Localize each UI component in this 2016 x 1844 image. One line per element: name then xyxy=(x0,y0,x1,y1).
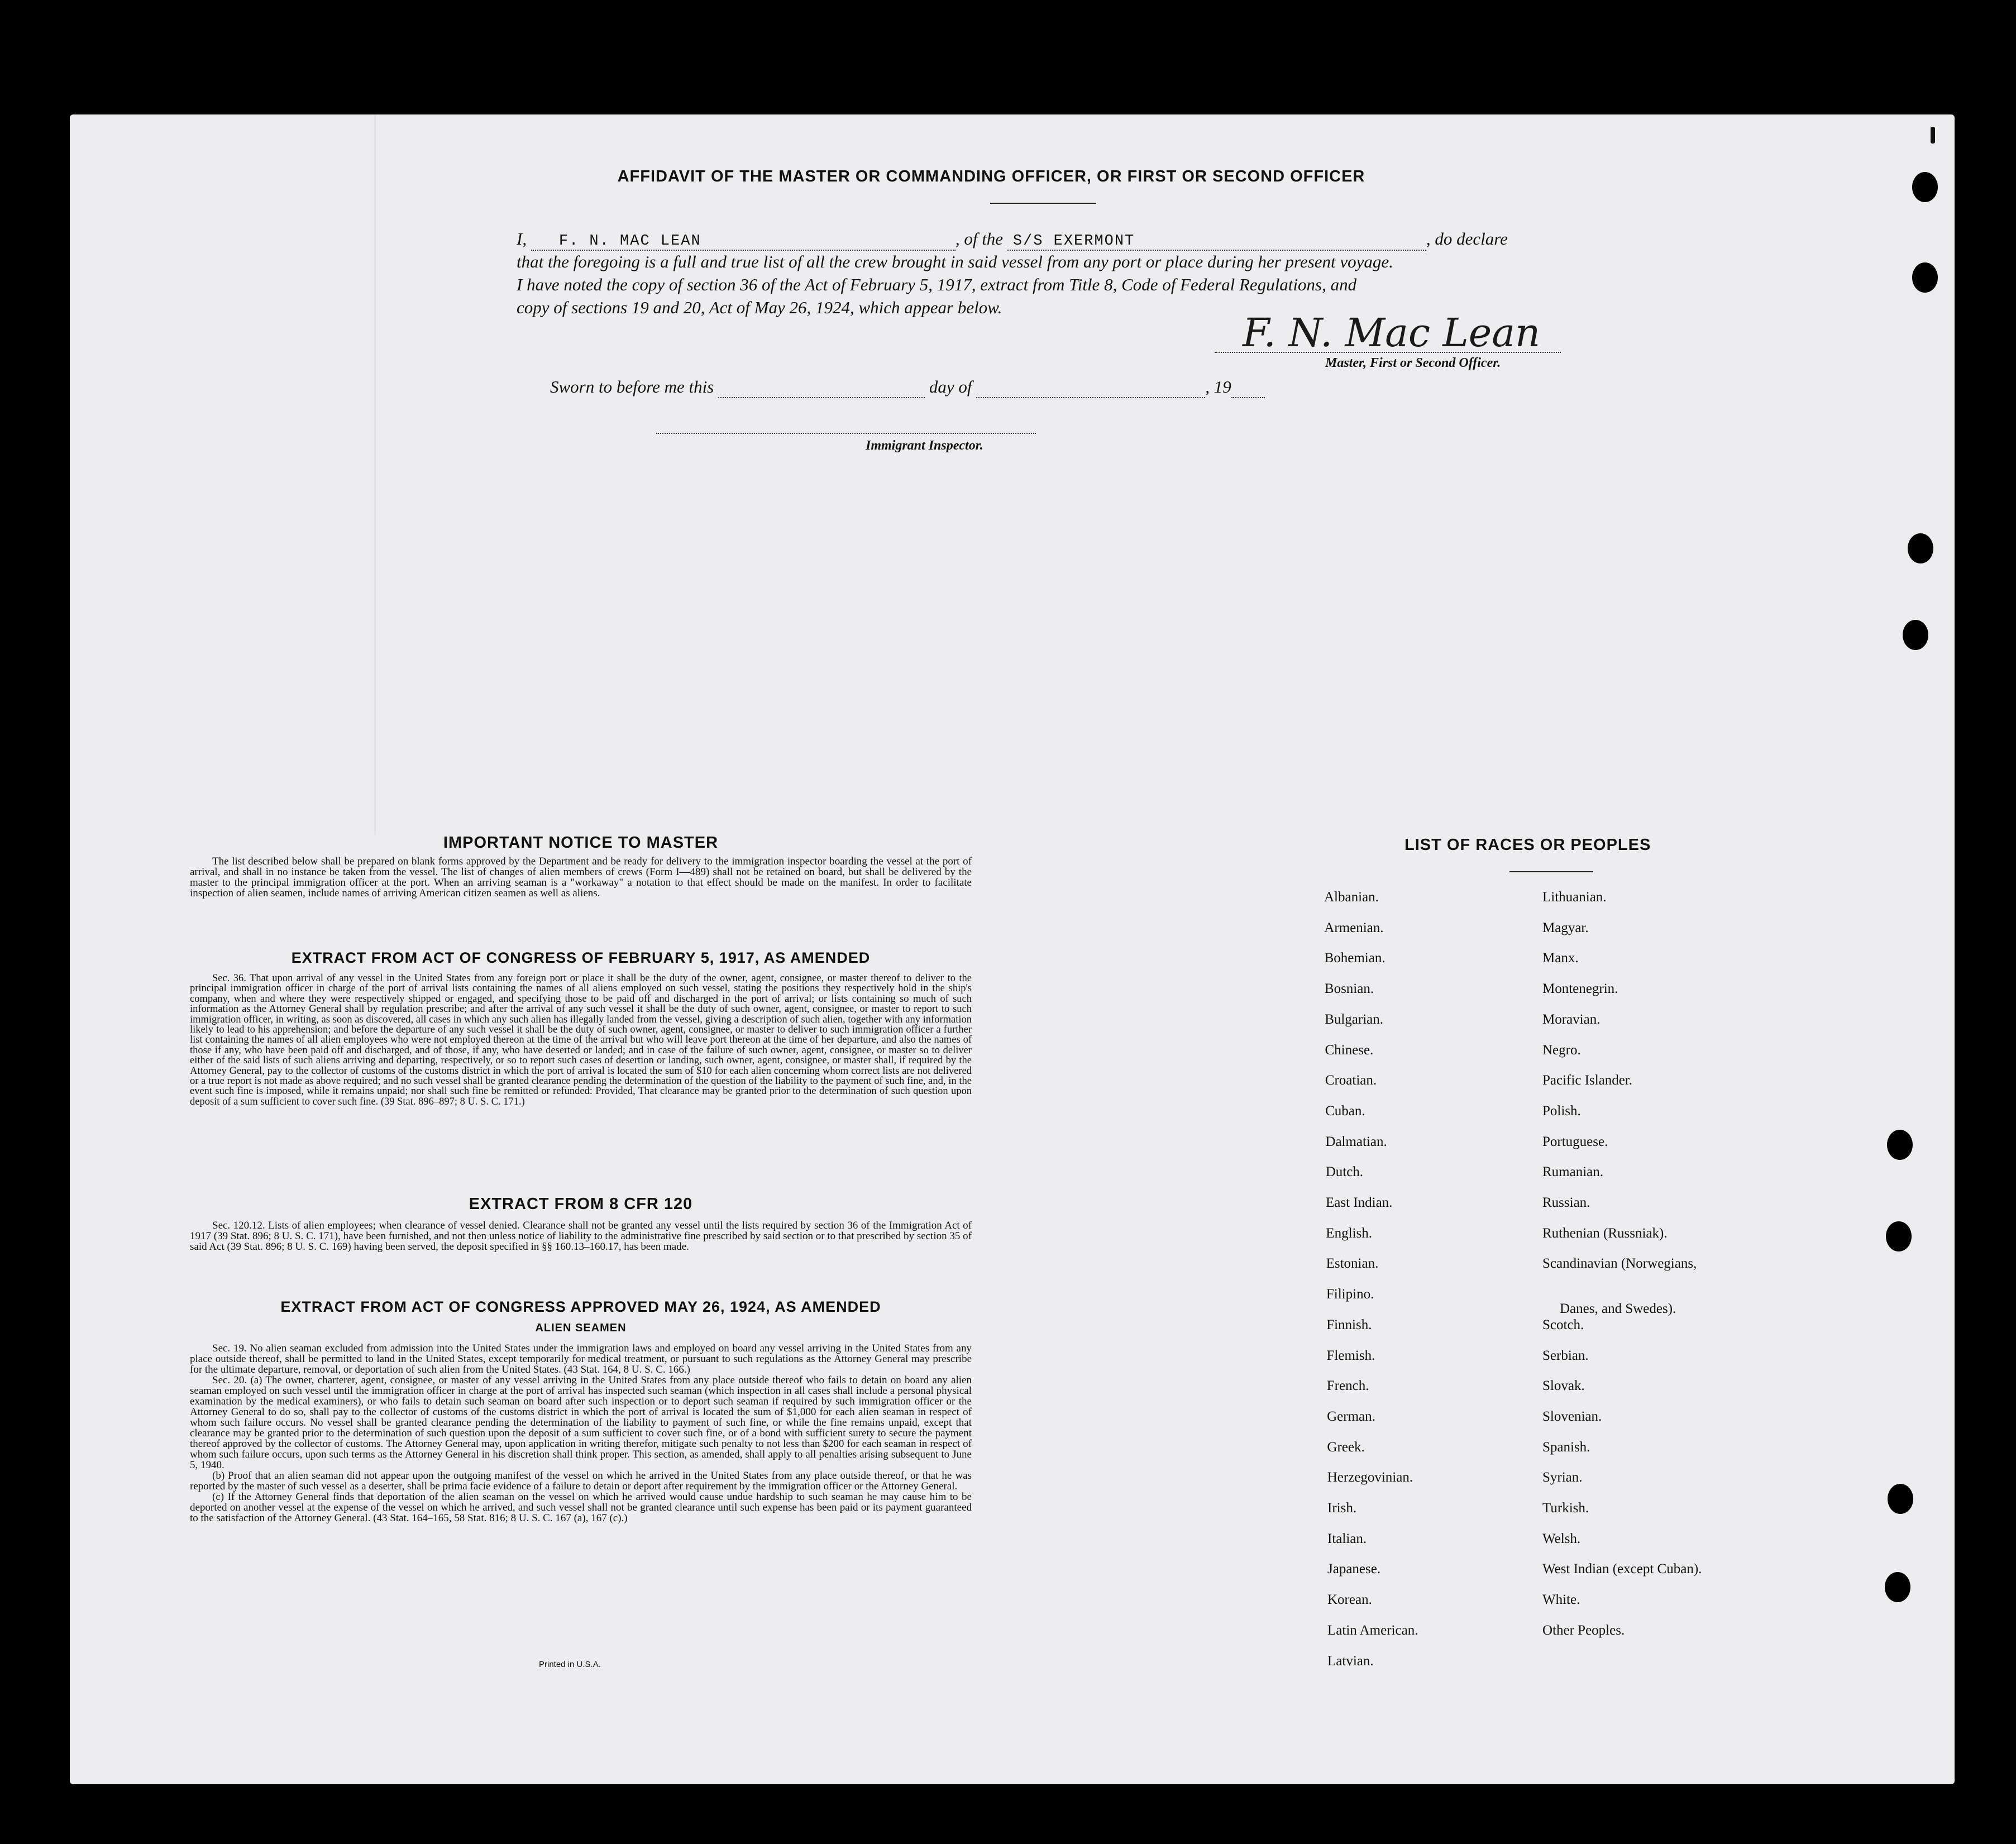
race-item: Italian. xyxy=(1327,1531,1367,1546)
affidavit-line-1 xyxy=(517,229,1622,251)
sworn-year-field xyxy=(1231,377,1265,398)
paper-mark xyxy=(1931,127,1935,144)
race-item: Portuguese. xyxy=(1542,1134,1608,1149)
race-item: Pacific Islander. xyxy=(1542,1073,1633,1088)
race-item: Bulgarian. xyxy=(1325,1011,1384,1027)
race-item: Dalmatian. xyxy=(1325,1134,1387,1149)
race-item: Korean. xyxy=(1327,1592,1372,1608)
race-item: Welsh. xyxy=(1542,1531,1581,1546)
races-title-rule xyxy=(1509,871,1593,872)
printed-in-usa: Printed in U.S.A. xyxy=(539,1660,601,1669)
form-page xyxy=(70,114,1955,1784)
master-name: F. N. MAC LEAN xyxy=(558,233,701,250)
race-item: Scotch. xyxy=(1542,1317,1584,1332)
race-item: German. xyxy=(1327,1408,1375,1424)
sec-19-text: Sec. 19. No alien seaman excluded from admission into the United States under the immigration laws and employed on board any vessel arriving in the United States from any place outside thereof, shall be permitted to land in the United States, except temporarily for medical treatment, or pursuant to such regulations as the Attorney General may prescribe for the ultimate departure, removal, or deportation of such alien from the United States. (43 Stat. 164, 8 U. S. C. 166.) xyxy=(190,1343,972,1375)
race-item: Russian. xyxy=(1542,1195,1590,1210)
race-item: Ruthenian (Russniak). xyxy=(1542,1225,1668,1241)
race-item: Croatian. xyxy=(1325,1073,1377,1088)
affidavit-line-3: I have noted the copy of section 36 of the Act of February 5, 1917, extract from Title 8, Code of Federal Regulations, and xyxy=(517,275,1357,294)
sec-20a-text: Sec. 20. (a) The owner, charterer, agent, consignee, or master of any vessel arriving in the United States from any place outside thereof who fails to detain on board any alien seaman employed on such vessel until the immigration officer in charge at the port of arrival has inspected such seaman (which inspection in all cases shall include a personal physical examination by the medical examiners), or who fails to detain such seaman on board after such inspection or to deport such seaman if required by such immigration officer or the Attorney General to do so, shall pay to the collector of customs of the customs district in which the port of arrival is located the sum of $1,000 for each alien seaman in respect of whom such failure occurs. No vessel shall be granted clearance pending the determination of the liability to payment of such fine, or while the fine remains unpaid, except that clearance may be granted prior to the determination of such question upon the deposit of a sum sufficient to cover such fine, or of a bond with sufficient surety to secure the payment thereof approved by the collector of customs. The Attorney General may, upon application in writing therefor, mitigate such penalty to not less than $200 for each seaman in respect of whom such failure occurs, upon such terms as the Attorney General in his discretion shall think proper. This section, as amended, shall apply to all penalties arising subsequent to June 5, 1940. xyxy=(190,1374,972,1471)
punch-hole xyxy=(1912,262,1938,293)
race-item: Slovak. xyxy=(1542,1378,1585,1394)
title-rule xyxy=(990,203,1096,204)
signature-caption: Master, First or Second Officer. xyxy=(1325,356,1501,370)
signature-line xyxy=(1215,352,1561,353)
year-prefix: , 19 xyxy=(1205,377,1231,396)
signature: F. N. Mac Lean xyxy=(1243,310,1541,356)
races-title: LIST OF RACES OR PEOPLES xyxy=(1404,836,1651,854)
sworn-day-field xyxy=(718,377,925,398)
vessel-name-field xyxy=(1007,229,1426,251)
vessel-name: S/S EXERMONT xyxy=(1012,233,1135,250)
inspector-signature-line xyxy=(656,433,1036,434)
race-item: Scandinavian (Norwegians, xyxy=(1542,1256,1697,1272)
race-item: Danes, and Swedes). xyxy=(1560,1301,1676,1317)
extract-1924-body xyxy=(190,1343,972,1523)
race-item: White. xyxy=(1542,1592,1580,1608)
race-item: Spanish. xyxy=(1542,1439,1590,1455)
do-declare-label: , do declare xyxy=(1426,229,1508,249)
race-item: East Indian. xyxy=(1326,1195,1393,1210)
affidavit-title: AFFIDAVIT OF THE MASTER OR COMMANDING OFFICER, OR FIRST OR SECOND OFFICER xyxy=(617,168,1365,185)
sec-20c-text: (c) If the Attorney General finds that deportation of the alien seaman on the vessel on which he arrived would cause undue hardship to such seaman he may cause him to be deported on another vessel at the expense of the vessel on which he arrived, and such vessel shall not be granted clearance until such expense has been paid or its payment guaranteed to the satisfaction of the Attorney General. (43 Stat. 164–165, 58 Stat. 816; 8 U. S. C. 167 (a), 167 (c).) xyxy=(190,1491,972,1524)
race-item: Magyar. xyxy=(1542,920,1589,935)
fold-line xyxy=(374,114,376,835)
race-item: Bosnian. xyxy=(1324,981,1374,997)
sworn-prefix: Sworn to before me this xyxy=(550,377,714,396)
race-item: Lithuanian. xyxy=(1542,890,1607,905)
race-item: Bohemian. xyxy=(1324,950,1386,966)
extract-1924-subtitle: ALIEN SEAMEN xyxy=(535,1322,627,1334)
race-item: Negro. xyxy=(1542,1042,1581,1058)
extract-1917-title: EXTRACT FROM ACT OF CONGRESS OF FEBRUARY 5, 1917, AS AMENDED xyxy=(291,949,871,966)
punch-hole xyxy=(1888,1484,1913,1514)
extract-1917-text: Sec. 36. That upon arrival of any vessel in the United States from any foreign port or place it shall be the duty of the owner, agent, consignee, or master thereof to deliver to the principal immigration officer in charge of the port of arrival lists containing the names of all aliens employed on such vessel, stating the positions they respectively hold in the ship's company, when and where they were respectively shipped or engaged, and specifying those to be paid off and discharged in the port of arrival; or lists containing so much of such information as the Attorney General shall by regulation prescribe; and after the arrival of any such vessel it shall be the duty of such owner, agent, consignee, or master to report to such immigration officer, in writing, as soon as discovered, all cases in which any such alien has illegally landed from the vessel, giving a description of such alien, together with any information likely to lead to his apprehension; and before the departure of any such vessel it shall be the duty of such owner, agent, consignee, or master to deliver to such immigration officer a further list containing the names of all alien employees who were not employed thereon at the time of the arrival but who will leave port thereon at the time of her departure, and also the names of those if any, who have been paid off and discharged, and of those, if any, who have deserted or landed; and in case of the failure of such owner, agent, consignee, or master so to deliver either of the said lists of such aliens arriving and departing, respectively, or so to report such cases of desertion or landing, such owner, agent, consignee, or master shall, if required by the Attorney General, pay to the collector of customs of the customs district in which the port of arrival is located the sum of $10 for each alien concerning whom correct lists are not delivered or a true report is not made as above required; and no such vessel shall be granted clearance pending the determination of the question of the liability to the payment of such fine, and, in the event such fine is imposed, while it remains unpaid; nor shall such fine be remitted or refunded: Provided, That clearance may be granted prior to the determination of such question upon deposit of a sum sufficient to cover such fine. (39 Stat. 896–897; 8 U. S. C. 171.) xyxy=(190,973,972,1107)
punch-hole xyxy=(1912,172,1938,202)
race-item: Moravian. xyxy=(1542,1011,1601,1027)
race-item: Latvian. xyxy=(1327,1653,1374,1669)
inspector-caption: Immigrant Inspector. xyxy=(866,438,983,453)
extract-cfr-title: EXTRACT FROM 8 CFR 120 xyxy=(469,1195,693,1213)
sec-20b-text: (b) Proof that an alien seaman did not appear upon the outgoing manifest of the vessel on which he arrived in the United States from any place outside thereof, or that he was reported by the master of such vessel as a deserter, shall be prima facie evidence of a failure to detain or deport after requirement by the immigration officer or the Attorney General. xyxy=(190,1470,972,1492)
i-label: I, xyxy=(517,229,527,249)
race-item: Chinese. xyxy=(1325,1042,1374,1058)
race-item: French. xyxy=(1326,1378,1369,1394)
affidavit-line-4: copy of sections 19 and 20, Act of May 26, 1924, which appear below. xyxy=(517,298,1002,317)
race-item: Flemish. xyxy=(1326,1348,1375,1363)
race-item: Japanese. xyxy=(1327,1561,1381,1577)
race-item: Polish. xyxy=(1542,1103,1581,1119)
day-of-label: day of xyxy=(929,377,972,396)
race-item: Other Peoples. xyxy=(1542,1622,1625,1638)
race-item: Armenian. xyxy=(1324,920,1384,935)
race-item: West Indian (except Cuban). xyxy=(1542,1561,1702,1577)
of-the-label: , of the xyxy=(955,229,1004,249)
race-item: Slovenian. xyxy=(1542,1408,1602,1424)
extract-1924-title: EXTRACT FROM ACT OF CONGRESS APPROVED MAY 26, 1924, AS AMENDED xyxy=(280,1298,881,1315)
notice-text: The list described below shall be prepared on blank forms approved by the Department and be ready for delivery to the immigration inspector boarding the vessel at the port of arrival, and shall in no instance be taken from the vessel. The list of changes of alien members of crews (Form I—489) shall not be retained on board, but shall be delivered by the master to the principal immigration officer at the port. When an arriving seaman is a "workaway" a notation to that effect should be made on the manifest. In order to facilitate inspection of alien seamen, include names of arriving American citizen seamen as well as aliens. xyxy=(190,856,972,899)
race-item: Syrian. xyxy=(1542,1470,1583,1485)
notice-title: IMPORTANT NOTICE TO MASTER xyxy=(443,834,719,852)
race-item: Finnish. xyxy=(1326,1317,1372,1332)
master-name-field xyxy=(531,229,956,251)
race-item: Greek. xyxy=(1327,1439,1365,1455)
punch-hole xyxy=(1885,1572,1910,1602)
sworn-month-field xyxy=(976,377,1205,398)
race-item: Dutch. xyxy=(1325,1164,1364,1180)
race-item: Latin American. xyxy=(1327,1622,1418,1638)
race-item: Cuban. xyxy=(1325,1103,1365,1119)
race-item: Rumanian. xyxy=(1542,1164,1604,1180)
race-item: Turkish. xyxy=(1542,1501,1589,1516)
affidavit-line-2: that the foregoing is a full and true list of all the crew brought in said vessel from any port or place during her present voyage. xyxy=(517,252,1393,271)
race-item: Serbian. xyxy=(1542,1348,1589,1363)
race-item: Albanian. xyxy=(1324,890,1379,905)
race-item: English. xyxy=(1326,1225,1372,1241)
sworn-line xyxy=(550,377,1265,398)
race-item: Montenegrin. xyxy=(1542,981,1618,997)
punch-hole xyxy=(1903,620,1928,650)
race-item: Estonian. xyxy=(1326,1256,1379,1272)
punch-hole xyxy=(1887,1130,1913,1160)
punch-hole xyxy=(1908,533,1933,563)
race-item: Irish. xyxy=(1327,1501,1357,1516)
race-item: Herzegovinian. xyxy=(1327,1470,1413,1485)
race-item: Manx. xyxy=(1542,950,1579,966)
race-item: Filipino. xyxy=(1326,1287,1374,1302)
extract-cfr-text: Sec. 120.12. Lists of alien employees; when clearance of vessel denied. Clearance shall not be granted any vessel until the lists required by section 36 of the Immigration Act of 1917 (39 Stat. 896; 8 U. S. C. 171), have been furnished, and not then unless notice of liability to the administrative fine prescribed by said section or to that prescribed by section 35 of said Act (39 Stat. 896; 8 U. S. C. 169) having been served, the deposit specified in §§ 160.13–160.17, has been made. xyxy=(190,1220,972,1253)
punch-hole xyxy=(1886,1221,1912,1251)
